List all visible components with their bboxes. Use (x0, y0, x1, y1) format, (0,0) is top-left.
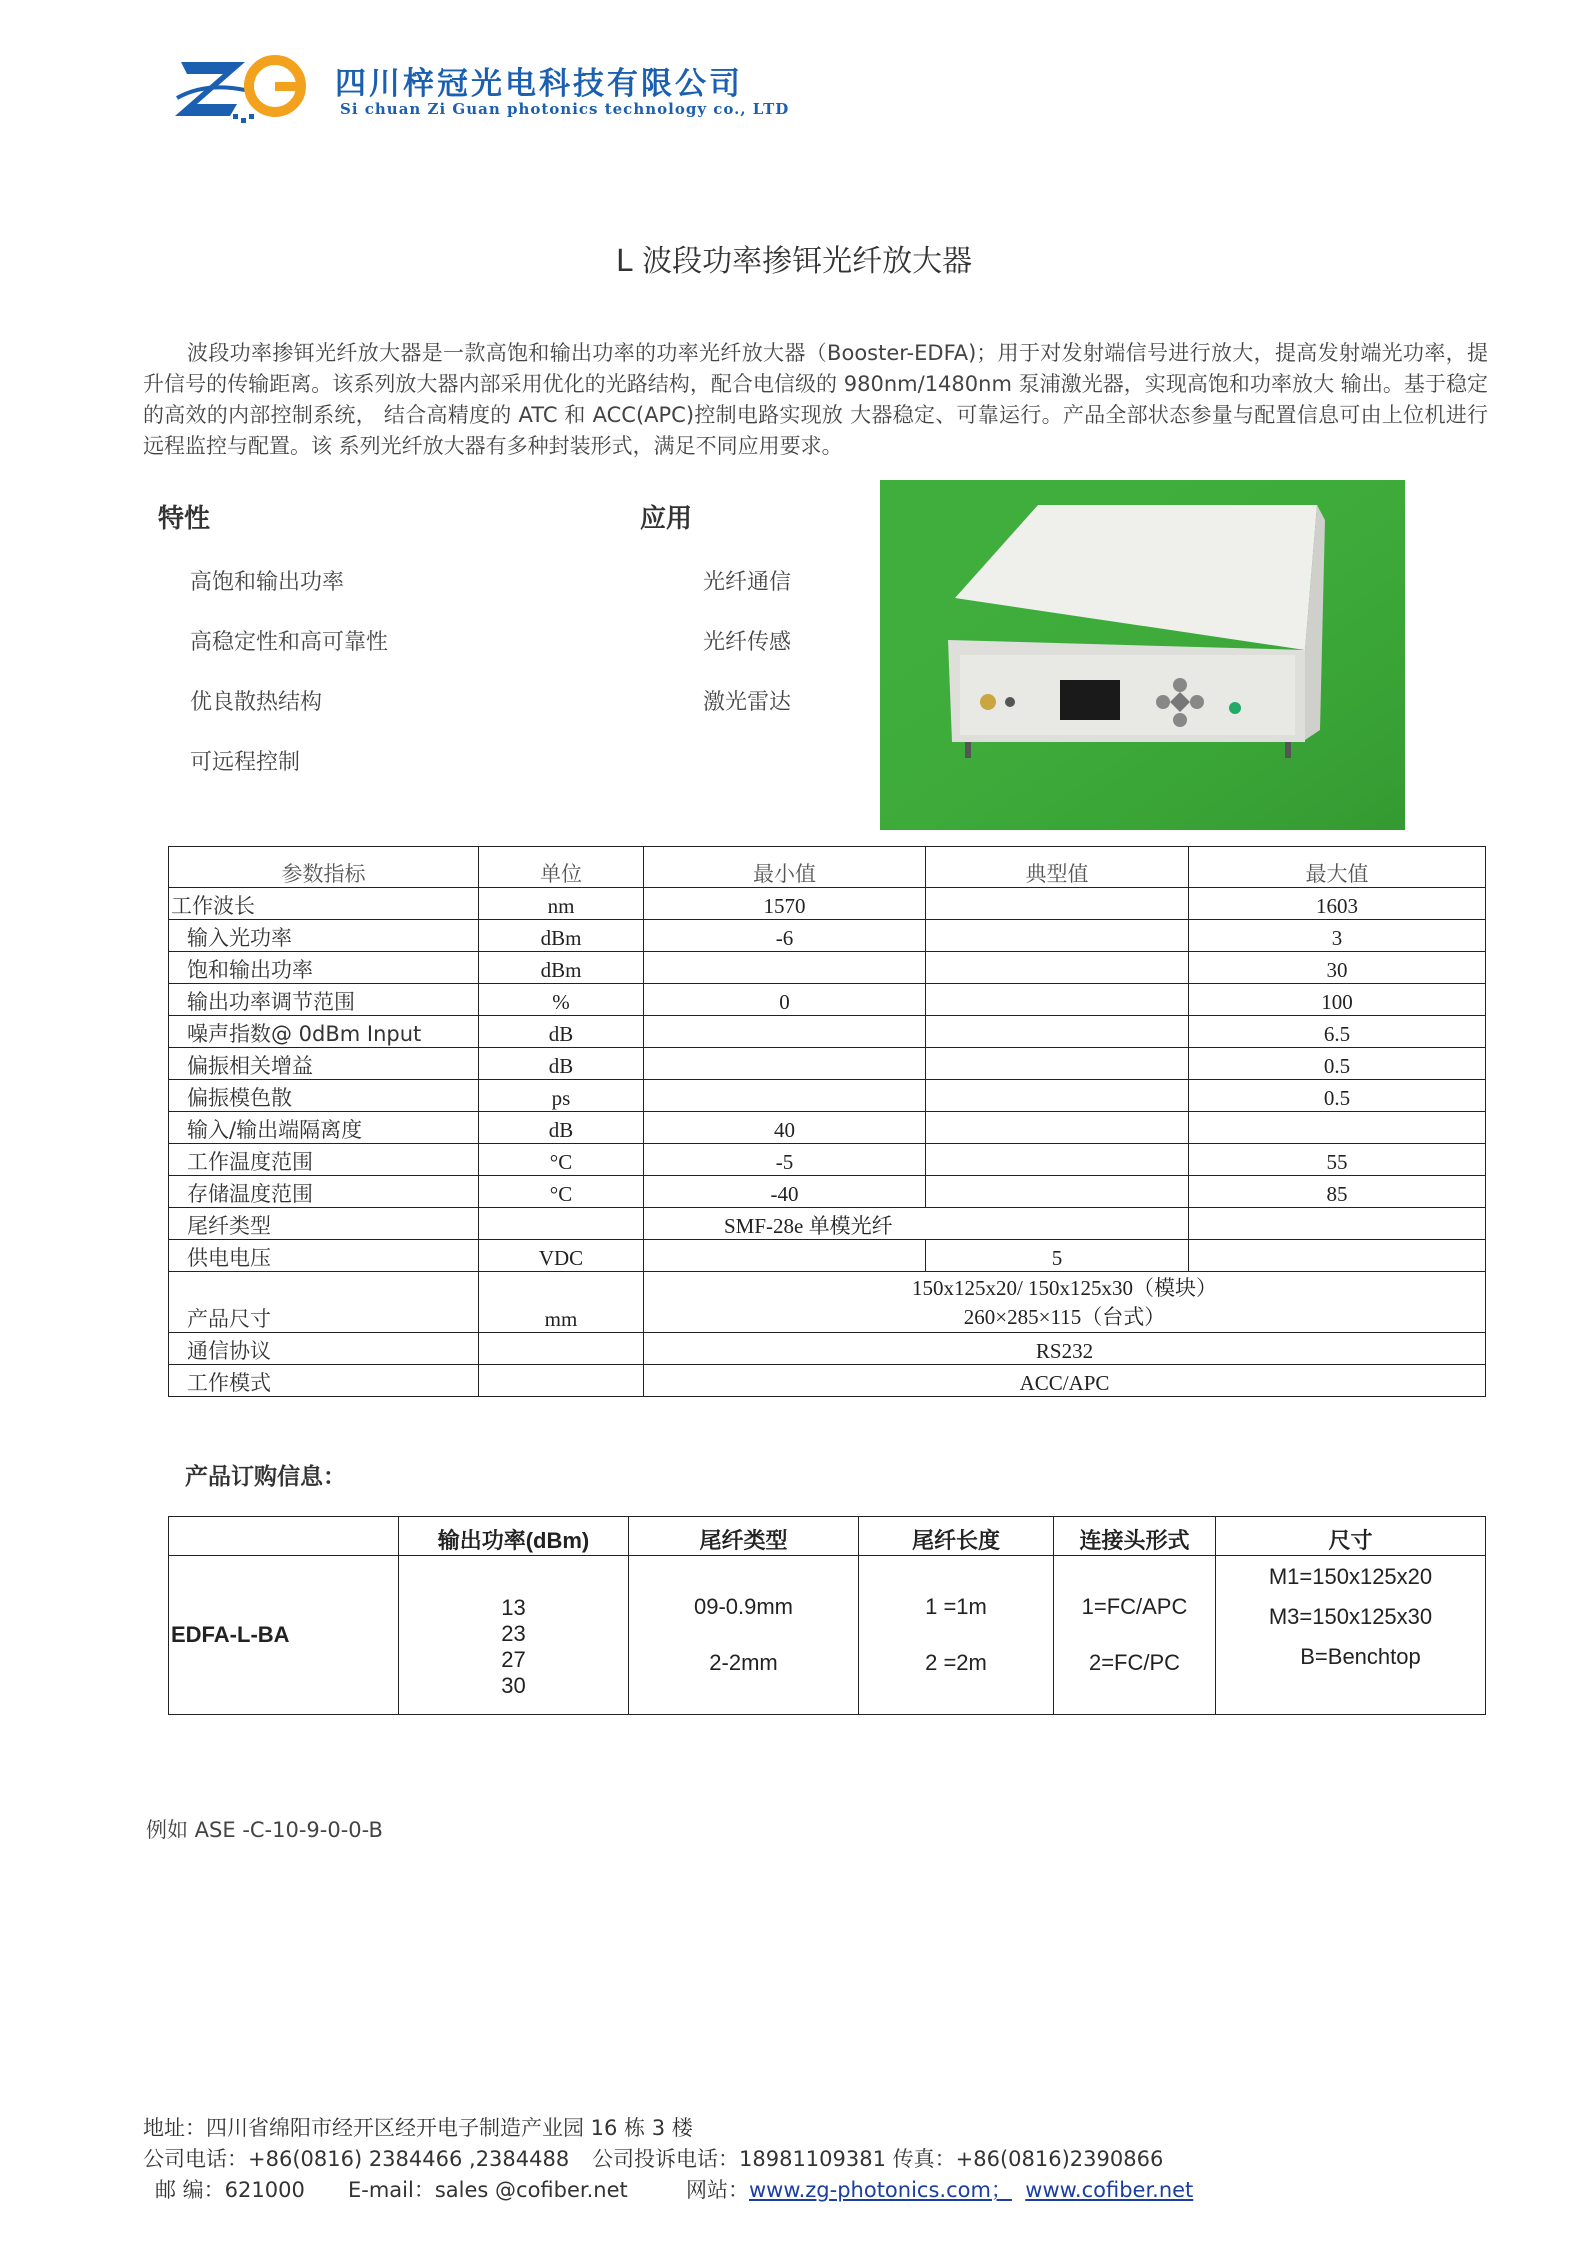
company-logo (175, 52, 1175, 132)
order-table (168, 1516, 1486, 1715)
typ-cell (926, 1176, 1189, 1208)
max-cell: 30 (1189, 952, 1486, 984)
spec-row (169, 1112, 1486, 1144)
feature-item: 优良散热结构 (190, 690, 323, 715)
unit-cell: VDC (479, 1240, 644, 1272)
param-cell: 工作温度范围 (169, 1144, 479, 1176)
col-header: 最小值 (644, 847, 926, 888)
spec-row (169, 1144, 1486, 1176)
value-cell: RS232 (644, 1333, 1486, 1365)
spec-row (169, 1240, 1486, 1272)
param-cell: 通信协议 (169, 1333, 479, 1365)
website-link[interactable]: www.zg-photonics.com； (749, 2178, 1012, 2202)
value-cell (644, 1272, 1486, 1333)
min-cell: 0 (644, 984, 926, 1016)
connector-cell (1054, 1556, 1216, 1715)
spec-row (169, 1272, 1486, 1333)
col-header: 尾纤长度 (859, 1517, 1054, 1556)
max-cell: 0.5 (1189, 1048, 1486, 1080)
unit-cell (479, 1333, 644, 1365)
spec-row (169, 984, 1486, 1016)
size-line-1: 150x125x20/ 150x125x30（模块） (911, 1276, 1218, 1300)
col-header: 连接头形式 (1054, 1517, 1216, 1556)
spec-row (169, 1080, 1486, 1112)
unit-cell: dBm (479, 920, 644, 952)
order-header-row (169, 1517, 1486, 1556)
col-header: 单位 (479, 847, 644, 888)
value-cell: ACC/APC (644, 1365, 1486, 1397)
unit-cell: °C (479, 1176, 644, 1208)
power-option: 13 (501, 1595, 526, 1620)
col-header: 典型值 (926, 847, 1189, 888)
features-heading: 特性 (158, 504, 211, 534)
intro-paragraph (143, 338, 1488, 462)
max-cell: 100 (1189, 984, 1486, 1016)
spec-row (169, 1048, 1486, 1080)
typ-cell (926, 1112, 1189, 1144)
unit-cell: mm (479, 1272, 644, 1333)
connector-option: 1=FC/APC (1081, 1594, 1188, 1619)
max-cell: 6.5 (1189, 1016, 1486, 1048)
min-cell (644, 1240, 926, 1272)
typ-cell (926, 984, 1189, 1016)
spec-row (169, 1208, 1486, 1240)
spec-row (169, 1333, 1486, 1365)
spec-header-row (169, 847, 1486, 888)
unit-cell: ps (479, 1080, 644, 1112)
param-cell: 偏振相关增益 (169, 1048, 479, 1080)
typ-cell (926, 1144, 1189, 1176)
param-cell: 噪声指数@ 0dBm Input (169, 1016, 479, 1048)
col-header: 尾纤类型 (629, 1517, 859, 1556)
length-option: 1 =1m (925, 1594, 987, 1619)
typ-cell (926, 888, 1189, 920)
param-cell: 饱和输出功率 (169, 952, 479, 984)
max-cell (1189, 1112, 1486, 1144)
typ-cell (926, 1080, 1189, 1112)
model-cell: EDFA-L-BA (169, 1556, 399, 1715)
param-cell: 尾纤类型 (169, 1208, 479, 1240)
size-option: B=Benchtop (1300, 1644, 1421, 1669)
web-label: 网站： (686, 2178, 749, 2202)
max-cell (1189, 1240, 1486, 1272)
unit-cell: dB (479, 1048, 644, 1080)
min-cell (644, 1048, 926, 1080)
power-option: 27 (501, 1647, 526, 1672)
unit-cell: % (479, 984, 644, 1016)
typ-cell (926, 920, 1189, 952)
footer-web (686, 2174, 1193, 2204)
company-name-en: Si chuan Zi Guan photonics technology co., LTD (340, 100, 790, 118)
document-title: L 波段功率掺铒光纤放大器 (615, 244, 973, 279)
zg-logo-mark (175, 52, 317, 127)
feature-item: 高稳定性和高可靠性 (190, 630, 389, 655)
fiber-cell (629, 1556, 859, 1715)
param-cell: 产品尺寸 (169, 1272, 479, 1333)
param-cell: 输出功率调节范围 (169, 984, 479, 1016)
max-cell: 85 (1189, 1176, 1486, 1208)
param-cell: 偏振模色散 (169, 1080, 479, 1112)
max-cell: 55 (1189, 1144, 1486, 1176)
order-example: 例如 ASE -C-10-9-0-0-B (146, 1818, 383, 1842)
order-info-heading: 产品订购信息： (185, 1464, 346, 1490)
power-option: 23 (501, 1621, 526, 1646)
max-cell: 1603 (1189, 888, 1486, 920)
spec-row (169, 1176, 1486, 1208)
footer-address: 地址：四川省绵阳市经开区经开电子制造产业园 16 栋 3 楼 (143, 2116, 693, 2140)
param-cell: 输入光功率 (169, 920, 479, 952)
unit-cell (479, 1208, 644, 1240)
unit-cell: °C (479, 1144, 644, 1176)
min-cell: -40 (644, 1176, 926, 1208)
min-cell: 40 (644, 1112, 926, 1144)
connector-option: 2=FC/PC (1088, 1650, 1181, 1675)
feature-item: 高饱和输出功率 (190, 570, 345, 595)
feature-item: 可远程控制 (190, 750, 301, 775)
application-item: 激光雷达 (703, 690, 792, 715)
param-cell: 输入/输出端隔离度 (169, 1112, 479, 1144)
footer-phone: 公司电话：+86(0816) 2384466 ,2384488 (143, 2147, 570, 2171)
footer-postal: 邮 编：621000 (155, 2178, 305, 2202)
size-cell (1216, 1556, 1486, 1715)
min-cell (644, 1016, 926, 1048)
length-option: 2 =2m (925, 1650, 987, 1675)
unit-cell: dBm (479, 952, 644, 984)
spec-row (169, 1016, 1486, 1048)
param-cell: 工作波长 (169, 888, 479, 920)
min-cell: 1570 (644, 888, 926, 920)
power-cell (399, 1556, 629, 1715)
size-line-2: 260×285×115（台式） (963, 1305, 1166, 1329)
power-option: 30 (501, 1673, 526, 1698)
max-cell: 3 (1189, 920, 1486, 952)
spec-row (169, 1365, 1486, 1397)
unit-cell: dB (479, 1112, 644, 1144)
min-cell: -6 (644, 920, 926, 952)
order-row (169, 1556, 1486, 1715)
website-link[interactable]: www.cofiber.net (1025, 2178, 1194, 2202)
param-cell: 存储温度范围 (169, 1176, 479, 1208)
intro-text: 波段功率掺铒光纤放大器是一款高饱和输出功率的功率光纤放大器（Booster-EDFA)；用于对发射端信号进行放大，提高发射端光功率，提升信号的传输距离。该系列放大器内部采用优化的光路结构，配合电信级的 980nm/1480nm 泵浦激光器，实现高饱和功率放大 输出。基于稳定的高效的内部控制系统， 结合高精度的 ATC 和 ACC(APC)控制电路实现放 大器稳定、可靠运行。产品全部状态参量与配置信息可由上位机进行远程监控与配置。该 系列光纤放大器有多种封装形式，满足不同应用要求。 (143, 341, 1488, 458)
applications-heading: 应用 (640, 504, 693, 534)
footer-email: E-mail：sales @cofiber.net (348, 2178, 628, 2202)
size-option: M3=150x125x30 (1268, 1604, 1433, 1629)
col-header (169, 1517, 399, 1556)
footer-complaint: 公司投诉电话：18981109381 传真：+86(0816)2390866 (592, 2147, 1164, 2171)
min-cell (644, 952, 926, 984)
typ-cell: 5 (926, 1240, 1189, 1272)
size-option: M1=150x125x20 (1268, 1564, 1433, 1589)
col-header: 最大值 (1189, 847, 1486, 888)
spec-row (169, 920, 1486, 952)
fiber-type-value: SMF-28e 单模光纤 (724, 1214, 893, 1238)
col-header: 尺寸 (1216, 1517, 1486, 1556)
param-cell: 工作模式 (169, 1365, 479, 1397)
min-cell (644, 1080, 926, 1112)
typ-cell (926, 1048, 1189, 1080)
application-item: 光纤通信 (703, 570, 792, 595)
unit-cell: dB (479, 1016, 644, 1048)
max-cell: 0.5 (1189, 1080, 1486, 1112)
param-cell: 供电电压 (169, 1240, 479, 1272)
unit-cell (479, 1365, 644, 1397)
spec-row (169, 952, 1486, 984)
length-cell (859, 1556, 1054, 1715)
spec-table (168, 846, 1486, 1397)
value-cell (644, 1208, 1189, 1240)
spec-row (169, 888, 1486, 920)
min-cell: -5 (644, 1144, 926, 1176)
fiber-option: 09-0.9mm (693, 1594, 794, 1619)
typ-cell (926, 952, 1189, 984)
company-name-cn: 四川梓冠光电科技有限公司 (335, 66, 743, 102)
col-header: 输出功率(dBm) (399, 1517, 629, 1556)
fiber-option: 2-2mm (709, 1650, 778, 1675)
application-item: 光纤传感 (703, 630, 792, 655)
col-header: 参数指标 (169, 847, 479, 888)
max-cell (1189, 1208, 1486, 1240)
unit-cell: nm (479, 888, 644, 920)
product-photo (880, 480, 1405, 830)
typ-cell (926, 1016, 1189, 1048)
